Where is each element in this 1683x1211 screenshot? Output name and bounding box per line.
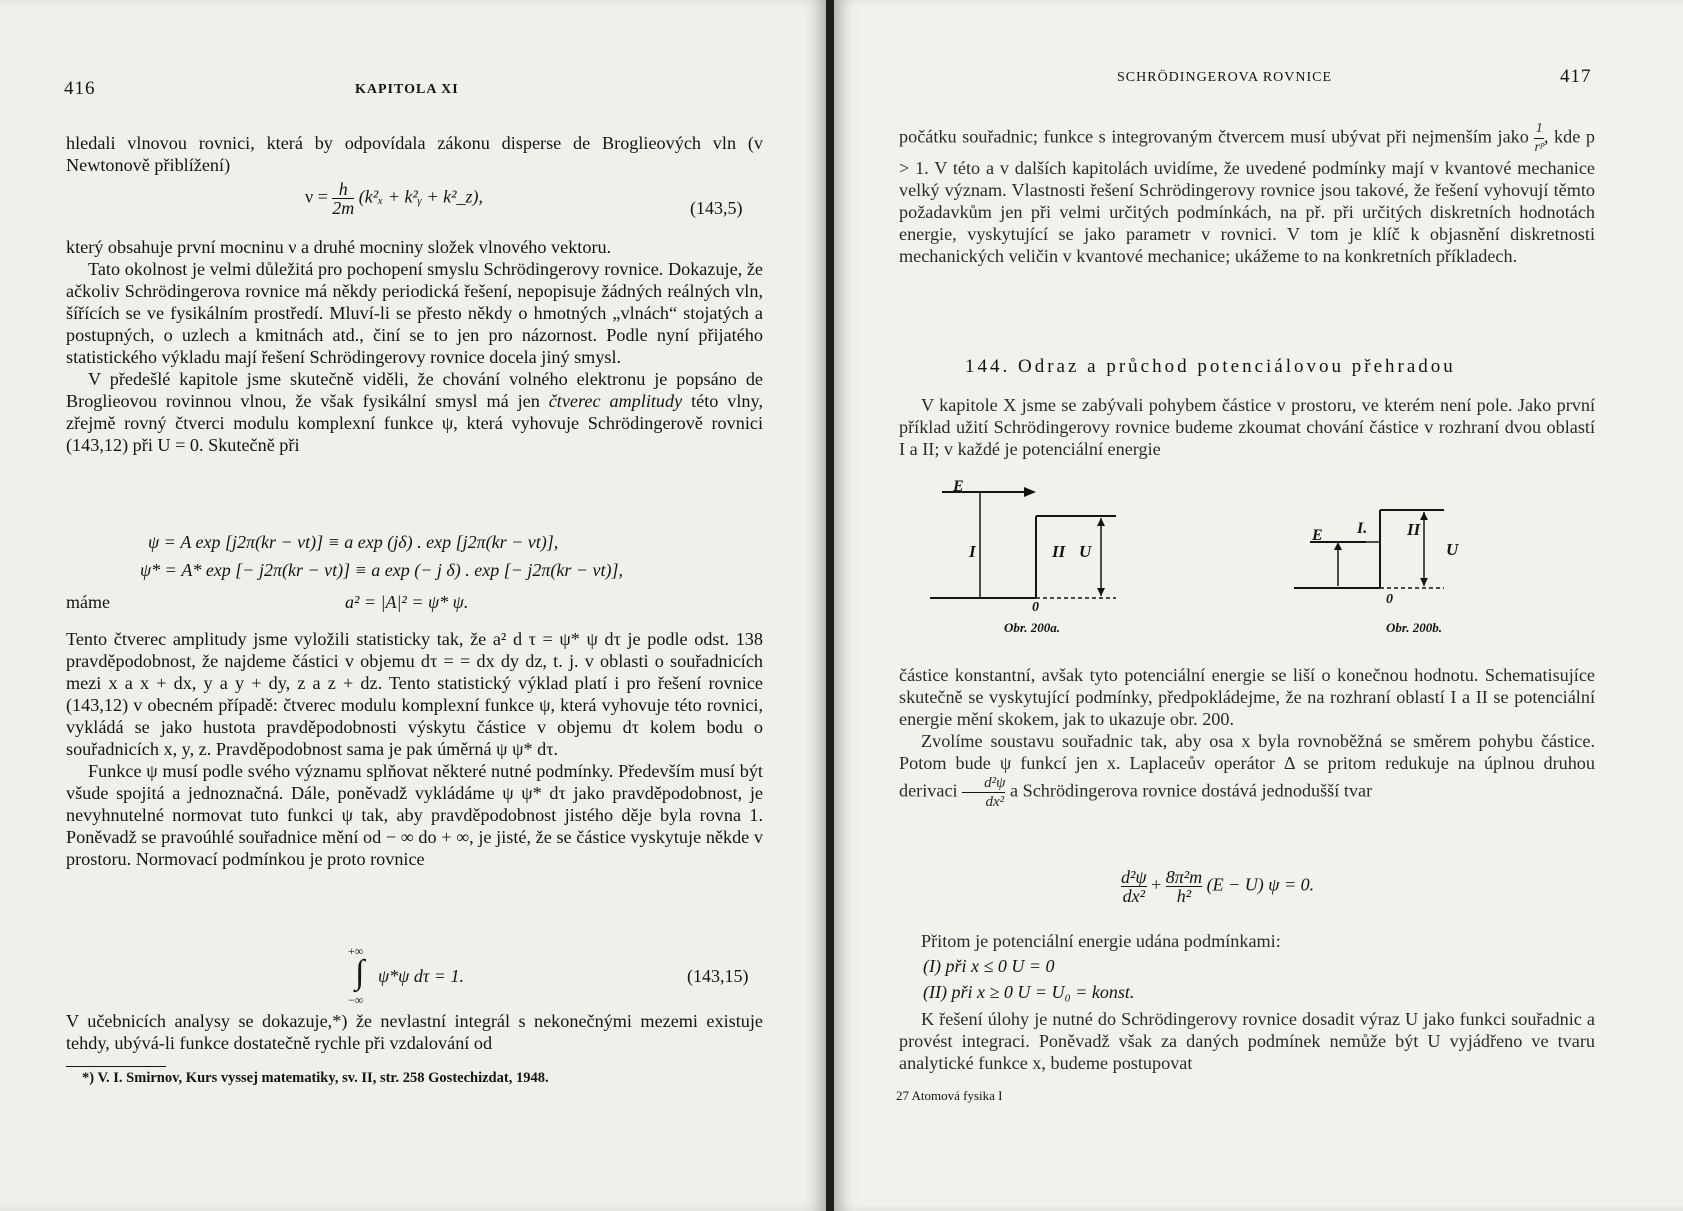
right-para-4 bbox=[899, 730, 1595, 811]
fig-a-label-II: II bbox=[1052, 542, 1066, 561]
right-para-1-text bbox=[899, 120, 1595, 267]
running-head-right: SCHRÖDINGEROVA ROVNICE bbox=[1117, 70, 1333, 85]
left-para-6: Funkce ψ musí podle svého významu splňovat některé nutné podmínky. Především musí být všude spojitá a jednoznačná. Dále, poněvadž vykládáme ψ ψ* dτ jako pravděpodobnost, je nevyhnutelné normovat tuto funkci ψ tak, aby pravděpodobnost jistého děje byla rovna 1. Poněvadž se pravoúhlé souřadnice mění od − ∞ do + ∞, je jisté, že se částice vyskytuje někde v prostoru. Normovací podmínkou je proto rovnice bbox=[66, 761, 763, 869]
fig-a-label-0: 0 bbox=[1032, 600, 1039, 615]
integral-upper-limit: +∞ bbox=[348, 944, 364, 958]
left-para-4-a: V předešlé kapitole jsme skutečně viděli, že chování volného elektronu je popsáno de Broglieovou rovinnou vlnou, že však fysikální smysl má jen bbox=[66, 369, 763, 411]
schrod-frac-1 bbox=[1121, 868, 1147, 905]
left-para-4-em: čtverec amplitudy bbox=[548, 391, 683, 411]
left-para-7-text: V učebnicích analysy se dokazuje,*) že nevlastní integrál s nekonečnými mezemi existuje tehdy, ubývá-li funkce dostatečně rychle při vzdalování od bbox=[66, 1011, 763, 1053]
page-number-right: 417 bbox=[1560, 66, 1592, 87]
figure-200a bbox=[884, 478, 1164, 618]
eq-143-5-fraction bbox=[332, 180, 354, 217]
equation-psi-star: ψ* = A* exp [− j2π(kr − νt)] ≡ a exp (− j δ) . exp [− j2π(kr − νt)], bbox=[140, 560, 623, 580]
left-para-4 bbox=[66, 368, 763, 456]
right-para-6 bbox=[899, 1008, 1595, 1074]
integral-sign: ∫ bbox=[355, 954, 365, 991]
left-para-5: Tento čtverec amplitudy jsme vyložili statisticky tak, že a² d τ = ψ* ψ dτ je podle odst. 138 pravděpodobnost, že najdeme částici v objemu dτ = = dx dy dz, t. j. v oblasti o souřadnicích mezi x a x + dx, y a y + dy, z a z + dz. Tento statistický výklad platí i pro řešení rovnice (143,12) v obecném případě: čtverec modulu komplexní funkce ψ, která vyhovuje této rovnici, vykládá se jako hustota pravděpodobnosti výskytu částice v objemu dτ kolem bodu o souřadnicích x, y, z. Pravděpodobnost sama je pak úměrná ψ ψ* dτ. bbox=[66, 629, 763, 759]
equation-psi: ψ = A exp [j2π(kr − νt)] ≡ a exp (jδ) . exp [j2π(kr − νt)], bbox=[148, 532, 559, 552]
right-para-1-frac-den: rᵖ bbox=[1534, 140, 1544, 155]
left-para-5-6 bbox=[66, 628, 763, 870]
left-para-4-b: této vlny, zřejmě rovný čtverci modulu komplexní funkce ψ, která vyhovuje Schrödingerově rovnici (143,12) při U = 0. Skutečně při bbox=[66, 391, 763, 455]
condition-II: (II) při x ≥ 0 U = U₀ = konst. bbox=[923, 982, 1135, 1002]
eq-143-5-lhs: ν = bbox=[305, 186, 328, 207]
equation-143-15: ψ*ψ dτ = 1. bbox=[378, 966, 464, 986]
integral-lower-limit: −∞ bbox=[348, 993, 364, 1007]
right-para-3-4 bbox=[899, 664, 1595, 811]
schrod-f1-den: dx² bbox=[1122, 886, 1145, 906]
schrod-f2-num: 8π²m bbox=[1165, 867, 1203, 887]
schrodinger-equation bbox=[1121, 868, 1314, 905]
right-para-4-a: Zvolíme soustavu souřadnic tak, aby osa x byla rovnoběžná se směrem pohybu částice. Potom bude ψ funkcí jen x. Laplaceův operátor Δ se pritom redukuje na úplnou druhou derivaci bbox=[899, 731, 1595, 801]
right-para-1-frac-num: 1 bbox=[1535, 121, 1543, 136]
right-para-1-fraction bbox=[1534, 120, 1543, 157]
right-para-6-text: K řešení úlohy je nutné do Schrödingerovy rovnice dosadit výraz U jako funkci souřadnic a provést integraci. Poněvadž však za daných podmínek nemůže být U vyjádřeno ve tvaru analytické funkce x, budeme postupovat bbox=[899, 1009, 1595, 1073]
right-para-1 bbox=[899, 120, 1595, 267]
left-para-2-3 bbox=[66, 236, 763, 456]
fig-b-label-0: 0 bbox=[1386, 592, 1393, 607]
condition-I: (I) při x ≤ 0 U = 0 bbox=[923, 956, 1055, 976]
right-page bbox=[834, 0, 1683, 1211]
left-para-1 bbox=[66, 132, 763, 176]
schrod-frac-2 bbox=[1166, 868, 1202, 905]
fig-b-caption: Obr. 200b. bbox=[1386, 620, 1442, 635]
fig-b-label-I: I. bbox=[1357, 520, 1368, 537]
signature-mark: 27 Atomová fysika I bbox=[896, 1088, 1003, 1103]
schrod-plus: + bbox=[1151, 874, 1162, 895]
right-para-3: částice konstantní, avšak tyto potenciální energie se liší o konečnou hodnotu. Schematisujíce skutečně se vyskytující podmínky, předpokládejme, že na rozhraní oblastí I a II se potenciální energie mění skokem, jak to ukazuje obr. 200. bbox=[899, 665, 1595, 729]
running-head-left: KAPITOLA XI bbox=[355, 82, 459, 97]
left-para-7 bbox=[66, 1010, 763, 1054]
eq-143-5-number: (143,5) bbox=[690, 198, 743, 218]
mame-label: máme bbox=[66, 592, 110, 612]
left-para-3: Tato okolnost je velmi důležitá pro pochopení smyslu Schrödingerovy rovnice. Dokazuje, že ačkoliv Schrödingerova rovnice má někdy periodická řešení, nepopisuje žádných reálných vln, šířících se ve fysikálním prostředí. Mluví-li se přesto někdy o hmotných „vlnách“ stojatých a postupných, o uzlech a kmitnách atd., činí se to jen pro názornost. Podle nyní přijatého statistického výkladu mají řešení Schrödingerovy rovnice docela jiný smysl. bbox=[66, 259, 763, 367]
book-gutter bbox=[826, 0, 834, 1211]
left-para-1-text: hledali vlnovou rovnici, která by odpovídala zákonu disperse de Broglieových vln (v Newtonově přiblížení) bbox=[66, 133, 763, 175]
page-number-left: 416 bbox=[64, 78, 96, 99]
right-para-2 bbox=[899, 394, 1595, 460]
right-para-5-text: Přitom je potenciální energie udána podmínkami: bbox=[921, 931, 1281, 951]
footnote: *) V. I. Smirnov, Kurs vyssej matematiky, sv. II, str. 258 Gostechizdat, 1948. bbox=[82, 1070, 549, 1086]
equation-143-5 bbox=[305, 180, 483, 217]
fig-b-label-E: E bbox=[1312, 527, 1323, 544]
right-para-4-frac-num: d²ψ bbox=[984, 775, 1006, 791]
schrod-rest: (E − U) ψ = 0. bbox=[1206, 874, 1315, 895]
equation-a2: a² = |A|² = ψ* ψ. bbox=[345, 592, 469, 612]
fig-a-label-U: U bbox=[1079, 542, 1092, 561]
fig-a-label-E: E bbox=[953, 478, 964, 495]
fig-b-label-U: U bbox=[1446, 540, 1459, 559]
schrod-f1-num: d²ψ bbox=[1121, 867, 1147, 887]
left-page bbox=[0, 0, 826, 1211]
right-para-4-fraction bbox=[962, 774, 1005, 811]
eq-143-15-number: (143,15) bbox=[687, 966, 749, 986]
right-para-2-text: V kapitole X jsme se zabývali pohybem částice v prostoru, ve kterém není pole. Jako první příklad užití Schrödingerovy rovnice budeme zkoumat chování částice v rozhraní dvou oblastí I a II; v každé je potenciální energie bbox=[899, 395, 1595, 459]
fig-b-label-II: II bbox=[1407, 520, 1421, 539]
left-para-2: který obsahuje první mocninu ν a druhé mocniny složek vlnového vektoru. bbox=[66, 237, 612, 257]
fig-a-caption: Obr. 200a. bbox=[1004, 620, 1060, 635]
fig-a-label-I: I bbox=[969, 542, 976, 561]
right-para-1-b: , kde p > 1. V této a v dalších kapitolách uvidíme, že uvedené podmínky mají v kvantové mechanice velký význam. Vlastnosti řešení Schrödingerovy rovnice jsou takové, že řešení vyhovují těmto požadavkům jen při velmi určitých podmínkách, na př. při určitých diskretních hodnotách energie, vyskytující se jako parametr v rovnici. V tom je klíč k objasnění diskretnosti mechanických veličin v kvantové mechanice; ukážeme to na konkretních příkladech. bbox=[899, 126, 1596, 266]
right-para-1-a: počátku souřadnic; funkce s integrovaným čtvercem musí ubývat při nejmenším jako bbox=[899, 126, 1529, 147]
section-title: 144. Odraz a průchod potenciálovou přehradou bbox=[965, 356, 1456, 377]
figure-200b bbox=[1274, 498, 1554, 608]
right-para-5 bbox=[899, 930, 1595, 952]
schrod-f2-den: h² bbox=[1166, 886, 1202, 905]
eq-143-5-den: 2m bbox=[332, 198, 355, 218]
eq-143-5-rhs: (k²ₓ + k²ᵧ + k²_z), bbox=[358, 186, 484, 207]
footnote-rule bbox=[66, 1066, 166, 1067]
right-para-4-b: a Schrödingerova rovnice dostává jednodušší tvar bbox=[1010, 780, 1373, 801]
right-para-4-frac-den: dx² bbox=[962, 792, 1005, 811]
eq-143-5-num: h bbox=[338, 179, 348, 199]
